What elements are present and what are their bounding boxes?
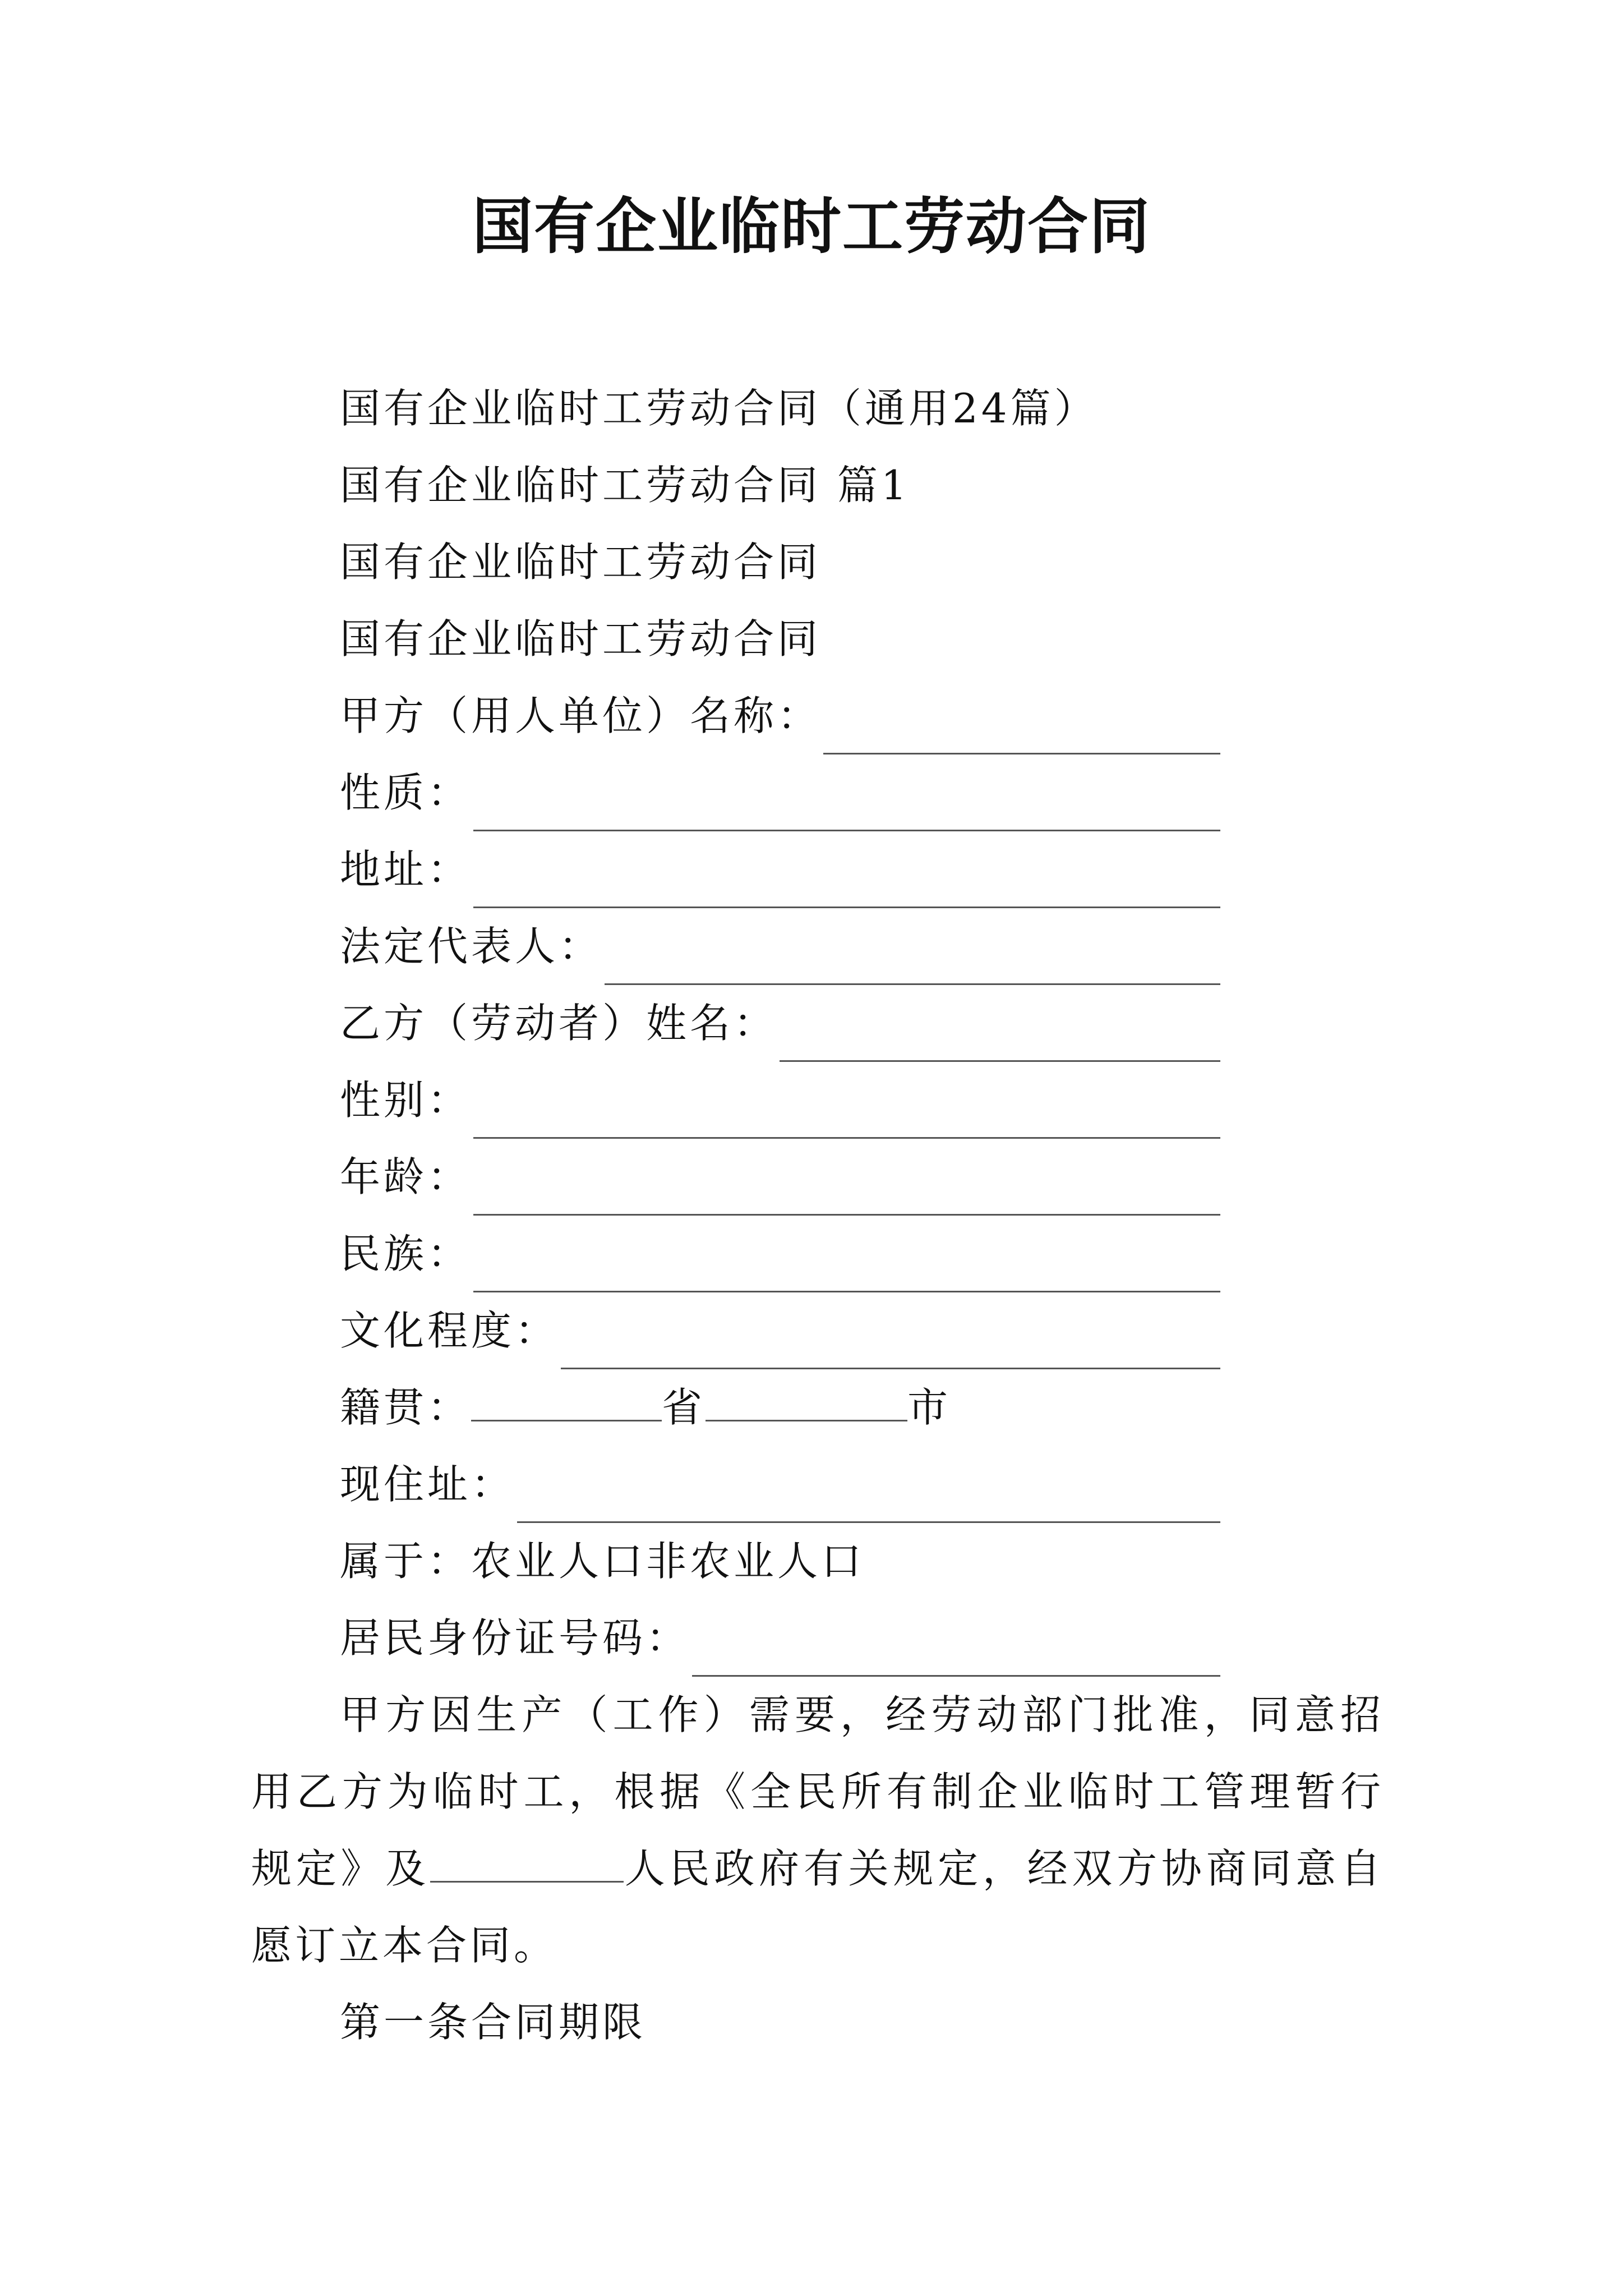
- province-blank: [471, 1381, 662, 1421]
- field-address: [251, 831, 1384, 908]
- field-label: 籍贯：: [340, 1384, 472, 1431]
- field-label: 现住址：: [340, 1461, 515, 1508]
- field-age: [251, 1139, 1384, 1216]
- field-ethnicity: [251, 1216, 1384, 1292]
- intro-paragraph: [251, 1677, 1384, 1984]
- section-heading: 国有企业临时工劳动合同 篇1: [340, 462, 910, 509]
- fill-in-blank: [473, 1175, 1220, 1216]
- fill-in-blank: [517, 1482, 1220, 1523]
- fill-in-blank: [473, 1251, 1220, 1292]
- contract-name-line: 国有企业临时工劳动合同: [340, 615, 822, 662]
- field-label: 乙方（劳动者）姓名：: [340, 1000, 778, 1047]
- field-label: 性别：: [340, 1076, 472, 1124]
- field-label: 居民身份证号码：: [340, 1614, 690, 1662]
- fill-in-blank: [561, 1328, 1220, 1369]
- fill-in-blank: [605, 944, 1220, 985]
- city-label: 市: [907, 1384, 952, 1431]
- fill-in-blank: [473, 867, 1220, 908]
- field-id-number: [251, 1600, 1384, 1677]
- subtitle-line: 国有企业临时工劳动合同（通用24篇）: [340, 385, 1098, 432]
- field-label: 地址：: [340, 846, 472, 893]
- field-label: 文化程度：: [340, 1307, 559, 1354]
- field-native-place: [251, 1369, 1384, 1446]
- document-body: [251, 370, 1384, 2061]
- paragraph-text: 人民政府有关规定，经双方协商同意自愿订立本合同。: [251, 1845, 1384, 1969]
- article-heading: 第一条合同期限: [340, 1999, 647, 2046]
- field-label: 民族：: [340, 1230, 472, 1277]
- contract-name-line: 国有企业临时工劳动合同: [340, 539, 822, 586]
- field-label: 甲方（用人单位）名称：: [340, 692, 822, 739]
- fill-in-blank: [780, 1021, 1220, 1062]
- field-label: 法定代表人：: [340, 923, 603, 970]
- fill-in-blank: [473, 790, 1220, 831]
- field-label: 性质：: [340, 769, 472, 816]
- fill-in-blank: [692, 1636, 1220, 1677]
- fill-in-blank: [473, 1098, 1220, 1139]
- fill-in-blank: [823, 714, 1220, 754]
- field-label: 年龄：: [340, 1153, 472, 1200]
- field-belongs: 属于：农业人口非农业人口: [340, 1538, 865, 1585]
- field-party-b-name: [251, 985, 1384, 1062]
- paragraph-text: 甲方因生产（工作）需要，经劳动部门批准，同意招用乙方为临时工，根据《全民所有制企业临时工管理暂行规定》及: [251, 1691, 1384, 1892]
- province-label: 省: [662, 1384, 706, 1431]
- city-blank: [706, 1381, 907, 1421]
- field-gender: [251, 1062, 1384, 1139]
- field-legal-representative: [251, 908, 1384, 985]
- field-nature: [251, 754, 1384, 831]
- document-title: 国有企业临时工劳动合同: [472, 191, 1151, 262]
- fill-in-blank: [430, 1842, 624, 1883]
- field-current-address: [251, 1446, 1384, 1523]
- field-education: [251, 1292, 1384, 1369]
- field-party-a-name: [251, 678, 1384, 754]
